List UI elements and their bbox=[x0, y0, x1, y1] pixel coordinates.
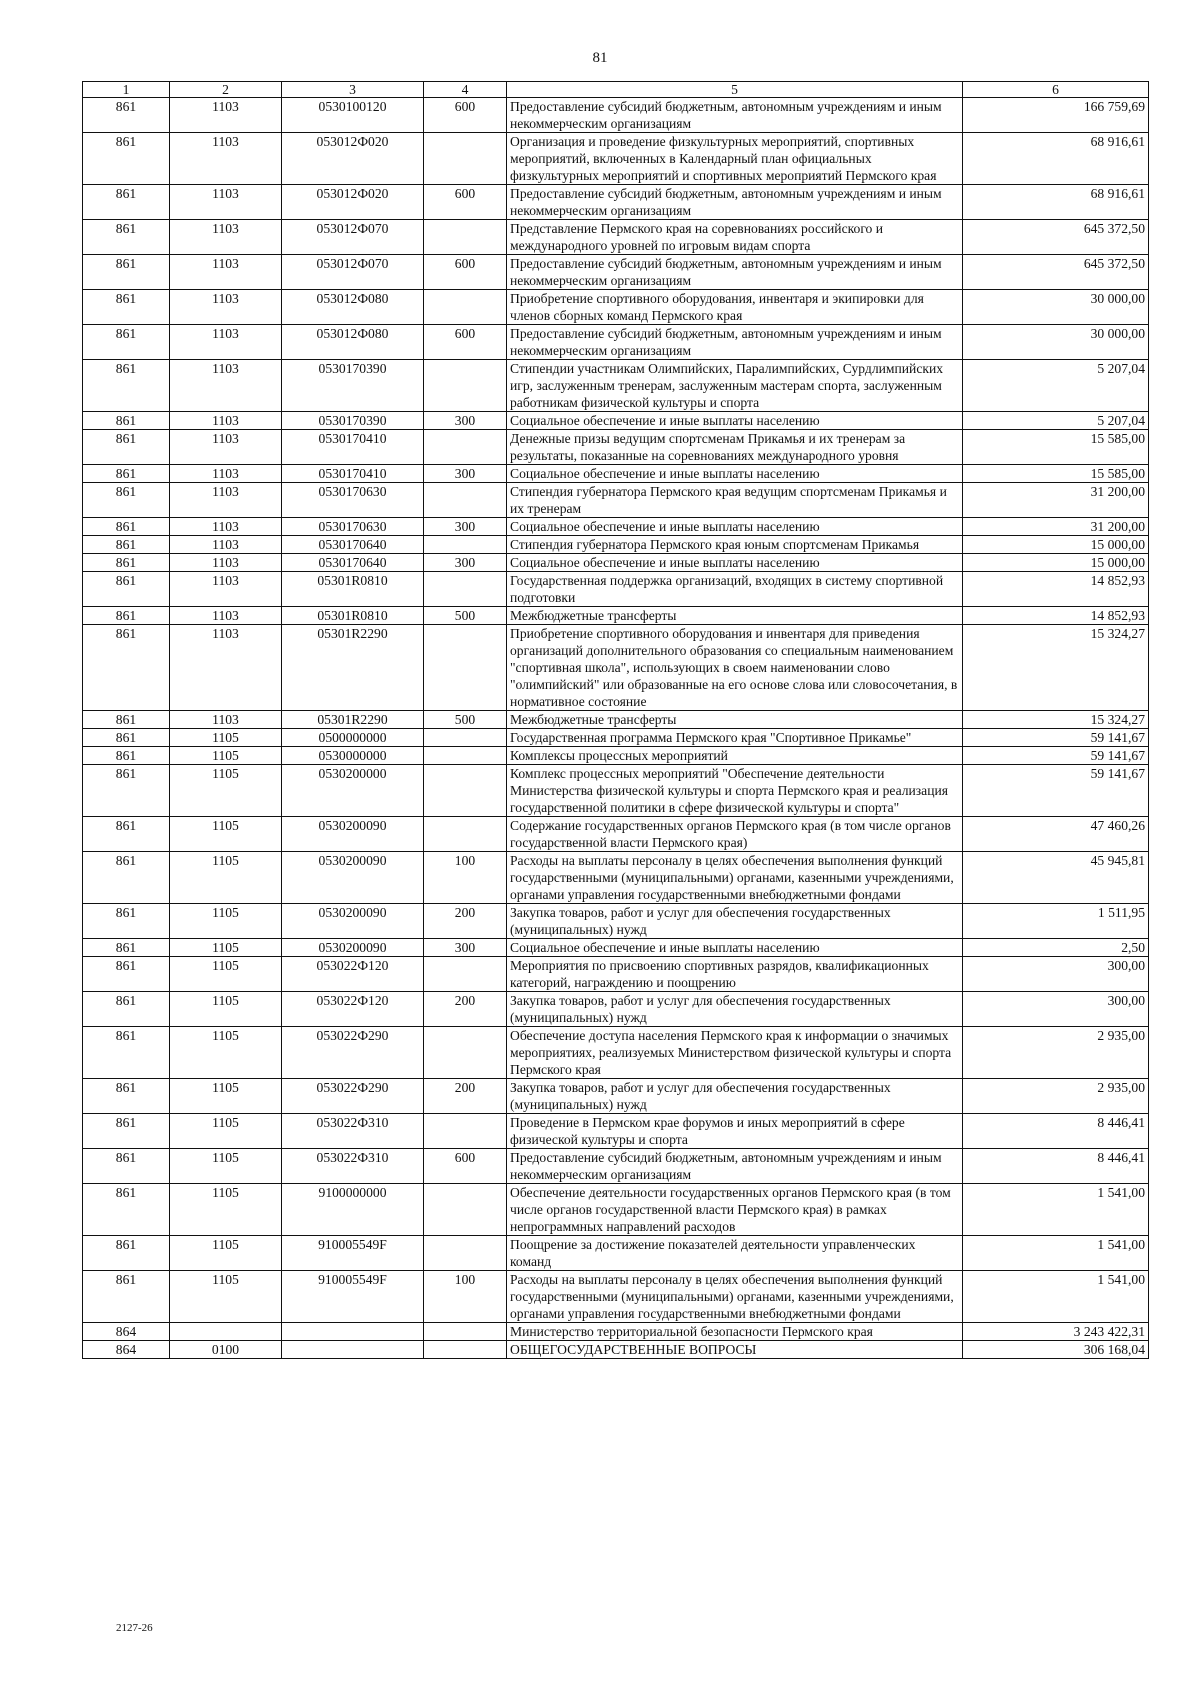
table-row bbox=[83, 412, 1149, 430]
table-row bbox=[83, 483, 1149, 518]
cell-target-article: 0530200090 bbox=[282, 939, 424, 957]
cell-expense-type bbox=[424, 430, 507, 465]
cell-description: Предоставление субсидий бюджетным, автономным учреждениям и иным некоммерческим организациям bbox=[507, 325, 963, 360]
cell-razdel: 1103 bbox=[170, 325, 282, 360]
cell-razdel: 1103 bbox=[170, 465, 282, 483]
cell-expense-type bbox=[424, 133, 507, 185]
cell-razdel: 1105 bbox=[170, 992, 282, 1027]
cell-razdel: 1105 bbox=[170, 939, 282, 957]
cell-razdel: 1103 bbox=[170, 360, 282, 412]
table-row bbox=[83, 1114, 1149, 1149]
cell-target-article: 053012Ф070 bbox=[282, 255, 424, 290]
cell-razdel: 1105 bbox=[170, 852, 282, 904]
cell-amount: 645 372,50 bbox=[963, 255, 1149, 290]
cell-amount: 15 324,27 bbox=[963, 625, 1149, 711]
cell-razdel bbox=[170, 1323, 282, 1341]
cell-target-article: 0530200090 bbox=[282, 817, 424, 852]
table-row bbox=[83, 290, 1149, 325]
cell-amount: 68 916,61 bbox=[963, 185, 1149, 220]
cell-amount: 59 141,67 bbox=[963, 747, 1149, 765]
column-header-4: 4 bbox=[424, 82, 507, 98]
cell-target-article: 0530170390 bbox=[282, 360, 424, 412]
cell-target-article: 910005549F bbox=[282, 1236, 424, 1271]
cell-vedomstvo: 861 bbox=[83, 325, 170, 360]
cell-amount: 1 541,00 bbox=[963, 1236, 1149, 1271]
table-row bbox=[83, 729, 1149, 747]
cell-vedomstvo: 861 bbox=[83, 904, 170, 939]
cell-amount: 15 000,00 bbox=[963, 536, 1149, 554]
cell-target-article: 053022Ф120 bbox=[282, 992, 424, 1027]
cell-description: Министерство территориальной безопасности Пермского края bbox=[507, 1323, 963, 1341]
cell-vedomstvo: 861 bbox=[83, 412, 170, 430]
table-row bbox=[83, 185, 1149, 220]
table-row bbox=[83, 904, 1149, 939]
cell-amount: 30 000,00 bbox=[963, 325, 1149, 360]
cell-expense-type: 100 bbox=[424, 1271, 507, 1323]
cell-description: Закупка товаров, работ и услуг для обеспечения государственных (муниципальных) нужд bbox=[507, 1079, 963, 1114]
cell-amount: 68 916,61 bbox=[963, 133, 1149, 185]
cell-description: Государственная поддержка организаций, входящих в систему спортивной подготовки bbox=[507, 572, 963, 607]
cell-expense-type bbox=[424, 747, 507, 765]
table-body bbox=[83, 98, 1149, 1359]
cell-razdel: 1105 bbox=[170, 1149, 282, 1184]
cell-description: Обеспечение деятельности государственных органов Пермского края (в том числе органов государственной власти Пермского края) в рамках непрограммных направлений расходов bbox=[507, 1184, 963, 1236]
cell-description: Содержание государственных органов Пермского края (в том числе органов государственной власти Пермского края) bbox=[507, 817, 963, 852]
cell-razdel: 1103 bbox=[170, 572, 282, 607]
cell-amount: 306 168,04 bbox=[963, 1341, 1149, 1359]
cell-description: ОБЩЕГОСУДАРСТВЕННЫЕ ВОПРОСЫ bbox=[507, 1341, 963, 1359]
cell-description: Приобретение спортивного оборудования и инвентаря для приведения организаций дополнительного образования со специальным наименованием "спортивная школа", использующих в своем наименовании слово "олимпийский" или образованные на его основе слова или словосочетания, в нормативное состояние bbox=[507, 625, 963, 711]
cell-expense-type: 600 bbox=[424, 98, 507, 133]
column-header-6: 6 bbox=[963, 82, 1149, 98]
cell-vedomstvo: 861 bbox=[83, 765, 170, 817]
cell-description: Стипендии участникам Олимпийских, Паралимпийских, Сурдлимпийских игр, заслуженным тренерам, заслуженным мастерам спорта, заслуженным работникам физической культуры и спорта bbox=[507, 360, 963, 412]
cell-description: Представление Пермского края на соревнованиях российского и международного уровней по игровым видам спорта bbox=[507, 220, 963, 255]
table-row bbox=[83, 939, 1149, 957]
cell-vedomstvo: 861 bbox=[83, 625, 170, 711]
cell-vedomstvo: 861 bbox=[83, 360, 170, 412]
cell-vedomstvo: 861 bbox=[83, 1236, 170, 1271]
cell-razdel: 1103 bbox=[170, 554, 282, 572]
cell-vedomstvo: 861 bbox=[83, 1149, 170, 1184]
cell-expense-type: 600 bbox=[424, 185, 507, 220]
footer-code: 2127-26 bbox=[116, 1622, 153, 1634]
cell-vedomstvo: 861 bbox=[83, 430, 170, 465]
cell-target-article: 0530170390 bbox=[282, 412, 424, 430]
cell-amount: 300,00 bbox=[963, 992, 1149, 1027]
cell-expense-type: 600 bbox=[424, 325, 507, 360]
table-row bbox=[83, 957, 1149, 992]
cell-expense-type bbox=[424, 1114, 507, 1149]
cell-description: Социальное обеспечение и иные выплаты населению bbox=[507, 939, 963, 957]
cell-vedomstvo: 861 bbox=[83, 465, 170, 483]
cell-vedomstvo: 861 bbox=[83, 1271, 170, 1323]
cell-razdel: 1105 bbox=[170, 729, 282, 747]
table-row bbox=[83, 518, 1149, 536]
cell-description: Организация и проведение физкультурных мероприятий, спортивных мероприятий, включенных в Календарный план официальных физкультурных мероприятий и спортивных мероприятий Пермского края bbox=[507, 133, 963, 185]
cell-vedomstvo: 861 bbox=[83, 711, 170, 729]
cell-vedomstvo: 861 bbox=[83, 220, 170, 255]
column-header-5: 5 bbox=[507, 82, 963, 98]
cell-description: Межбюджетные трансферты bbox=[507, 607, 963, 625]
cell-vedomstvo: 861 bbox=[83, 483, 170, 518]
cell-vedomstvo: 861 bbox=[83, 992, 170, 1027]
table-row bbox=[83, 765, 1149, 817]
cell-amount: 1 511,95 bbox=[963, 904, 1149, 939]
cell-amount: 59 141,67 bbox=[963, 729, 1149, 747]
cell-target-article: 053022Ф310 bbox=[282, 1114, 424, 1149]
cell-vedomstvo: 861 bbox=[83, 817, 170, 852]
cell-vedomstvo: 864 bbox=[83, 1323, 170, 1341]
budget-table bbox=[82, 81, 1149, 1359]
cell-amount: 14 852,93 bbox=[963, 607, 1149, 625]
cell-target-article: 0530170630 bbox=[282, 483, 424, 518]
cell-target-article: 053012Ф080 bbox=[282, 325, 424, 360]
table-row bbox=[83, 1323, 1149, 1341]
cell-vedomstvo: 861 bbox=[83, 1079, 170, 1114]
cell-vedomstvo: 861 bbox=[83, 607, 170, 625]
cell-expense-type: 300 bbox=[424, 554, 507, 572]
cell-vedomstvo: 861 bbox=[83, 852, 170, 904]
cell-description: Комплекс процессных мероприятий "Обеспечение деятельности Министерства физической культуры и спорта Пермского края и реализация государственной политики в сфере физической культуры и спорта" bbox=[507, 765, 963, 817]
cell-vedomstvo: 861 bbox=[83, 747, 170, 765]
cell-target-article bbox=[282, 1341, 424, 1359]
cell-razdel: 1105 bbox=[170, 1027, 282, 1079]
cell-razdel: 1105 bbox=[170, 1079, 282, 1114]
table-header-row bbox=[83, 82, 1149, 98]
cell-amount: 59 141,67 bbox=[963, 765, 1149, 817]
cell-expense-type bbox=[424, 1236, 507, 1271]
cell-razdel: 1103 bbox=[170, 430, 282, 465]
cell-razdel: 1103 bbox=[170, 536, 282, 554]
cell-target-article: 0530170630 bbox=[282, 518, 424, 536]
cell-target-article: 05301R0810 bbox=[282, 572, 424, 607]
cell-description: Стипендия губернатора Пермского края ведущим спортсменам Прикамья и их тренерам bbox=[507, 483, 963, 518]
cell-amount: 31 200,00 bbox=[963, 518, 1149, 536]
table-row bbox=[83, 1271, 1149, 1323]
cell-expense-type bbox=[424, 1323, 507, 1341]
cell-amount: 47 460,26 bbox=[963, 817, 1149, 852]
cell-description: Расходы на выплаты персоналу в целях обеспечения выполнения функций государственными (муниципальными) органами, казенными учреждениями, органами управления государственными внебюджетными фондами bbox=[507, 852, 963, 904]
cell-amount: 8 446,41 bbox=[963, 1114, 1149, 1149]
cell-description: Проведение в Пермском крае форумов и иных мероприятий в сфере физической культуры и спорта bbox=[507, 1114, 963, 1149]
cell-target-article: 053012Ф020 bbox=[282, 133, 424, 185]
cell-razdel: 1105 bbox=[170, 817, 282, 852]
cell-description: Социальное обеспечение и иные выплаты населению bbox=[507, 465, 963, 483]
table-row bbox=[83, 133, 1149, 185]
cell-target-article: 05301R2290 bbox=[282, 711, 424, 729]
cell-razdel: 1105 bbox=[170, 957, 282, 992]
table-row bbox=[83, 1184, 1149, 1236]
cell-vedomstvo: 861 bbox=[83, 729, 170, 747]
cell-vedomstvo: 861 bbox=[83, 1027, 170, 1079]
cell-description: Предоставление субсидий бюджетным, автономным учреждениям и иным некоммерческим организациям bbox=[507, 98, 963, 133]
cell-expense-type bbox=[424, 765, 507, 817]
cell-target-article: 053022Ф310 bbox=[282, 1149, 424, 1184]
cell-target-article: 0530200000 bbox=[282, 765, 424, 817]
cell-expense-type: 100 bbox=[424, 852, 507, 904]
cell-expense-type: 600 bbox=[424, 1149, 507, 1184]
cell-razdel: 1103 bbox=[170, 483, 282, 518]
cell-target-article: 0530100120 bbox=[282, 98, 424, 133]
cell-target-article: 0500000000 bbox=[282, 729, 424, 747]
cell-expense-type bbox=[424, 572, 507, 607]
cell-description: Предоставление субсидий бюджетным, автономным учреждениям и иным некоммерческим организациям bbox=[507, 1149, 963, 1184]
cell-target-article: 0530170410 bbox=[282, 465, 424, 483]
cell-target-article: 053022Ф120 bbox=[282, 957, 424, 992]
cell-expense-type: 300 bbox=[424, 465, 507, 483]
cell-expense-type bbox=[424, 1341, 507, 1359]
cell-amount: 30 000,00 bbox=[963, 290, 1149, 325]
table-row bbox=[83, 430, 1149, 465]
cell-description: Закупка товаров, работ и услуг для обеспечения государственных (муниципальных) нужд bbox=[507, 904, 963, 939]
cell-description: Государственная программа Пермского края "Спортивное Прикамье" bbox=[507, 729, 963, 747]
table-row bbox=[83, 625, 1149, 711]
table-row bbox=[83, 325, 1149, 360]
cell-vedomstvo: 861 bbox=[83, 1114, 170, 1149]
cell-razdel: 1105 bbox=[170, 765, 282, 817]
cell-amount: 1 541,00 bbox=[963, 1271, 1149, 1323]
cell-amount: 15 324,27 bbox=[963, 711, 1149, 729]
cell-vedomstvo: 861 bbox=[83, 133, 170, 185]
cell-target-article: 0530200090 bbox=[282, 852, 424, 904]
cell-vedomstvo: 861 bbox=[83, 290, 170, 325]
cell-amount: 31 200,00 bbox=[963, 483, 1149, 518]
cell-amount: 14 852,93 bbox=[963, 572, 1149, 607]
cell-expense-type: 200 bbox=[424, 1079, 507, 1114]
cell-description: Денежные призы ведущим спортсменам Прикамья и их тренерам за результаты, показанные на соревнованиях международного уровня bbox=[507, 430, 963, 465]
cell-razdel: 1105 bbox=[170, 1184, 282, 1236]
cell-vedomstvo: 861 bbox=[83, 939, 170, 957]
cell-amount: 2 935,00 bbox=[963, 1079, 1149, 1114]
cell-vedomstvo: 861 bbox=[83, 185, 170, 220]
table-row bbox=[83, 360, 1149, 412]
table-row bbox=[83, 98, 1149, 133]
table-row bbox=[83, 1149, 1149, 1184]
cell-amount: 2,50 bbox=[963, 939, 1149, 957]
table-row bbox=[83, 572, 1149, 607]
cell-target-article: 9100000000 bbox=[282, 1184, 424, 1236]
cell-amount: 300,00 bbox=[963, 957, 1149, 992]
cell-razdel: 1103 bbox=[170, 98, 282, 133]
cell-amount: 15 585,00 bbox=[963, 465, 1149, 483]
cell-description: Предоставление субсидий бюджетным, автономным учреждениям и иным некоммерческим организациям bbox=[507, 255, 963, 290]
cell-description: Социальное обеспечение и иные выплаты населению bbox=[507, 518, 963, 536]
cell-expense-type bbox=[424, 360, 507, 412]
cell-target-article: 053012Ф070 bbox=[282, 220, 424, 255]
cell-razdel: 1103 bbox=[170, 185, 282, 220]
cell-target-article: 0530170410 bbox=[282, 430, 424, 465]
cell-razdel: 1103 bbox=[170, 290, 282, 325]
cell-razdel: 1103 bbox=[170, 133, 282, 185]
cell-description: Социальное обеспечение и иные выплаты населению bbox=[507, 412, 963, 430]
cell-razdel: 1105 bbox=[170, 1236, 282, 1271]
cell-expense-type bbox=[424, 729, 507, 747]
cell-expense-type: 300 bbox=[424, 939, 507, 957]
cell-description: Мероприятия по присвоению спортивных разрядов, квалификационных категорий, награждению и поощрению bbox=[507, 957, 963, 992]
cell-vedomstvo: 861 bbox=[83, 536, 170, 554]
table-row bbox=[83, 607, 1149, 625]
cell-target-article: 053012Ф080 bbox=[282, 290, 424, 325]
table-row bbox=[83, 852, 1149, 904]
cell-description: Расходы на выплаты персоналу в целях обеспечения выполнения функций государственными (муниципальными) органами, казенными учреждениями, органами управления государственными внебюджетными фондами bbox=[507, 1271, 963, 1323]
cell-target-article: 053022Ф290 bbox=[282, 1027, 424, 1079]
cell-expense-type: 500 bbox=[424, 607, 507, 625]
cell-description: Поощрение за достижение показателей деятельности управленческих команд bbox=[507, 1236, 963, 1271]
cell-razdel: 1103 bbox=[170, 711, 282, 729]
cell-razdel: 1103 bbox=[170, 220, 282, 255]
cell-expense-type bbox=[424, 1184, 507, 1236]
cell-razdel: 1103 bbox=[170, 412, 282, 430]
cell-target-article: 0530170640 bbox=[282, 536, 424, 554]
cell-target-article bbox=[282, 1323, 424, 1341]
cell-razdel: 1105 bbox=[170, 1271, 282, 1323]
table-row bbox=[83, 747, 1149, 765]
cell-expense-type bbox=[424, 817, 507, 852]
cell-razdel: 1105 bbox=[170, 1114, 282, 1149]
cell-expense-type: 300 bbox=[424, 412, 507, 430]
cell-description: Предоставление субсидий бюджетным, автономным учреждениям и иным некоммерческим организациям bbox=[507, 185, 963, 220]
cell-description: Комплексы процессных мероприятий bbox=[507, 747, 963, 765]
cell-description: Обеспечение доступа населения Пермского края к информации о значимых мероприятиях, реализуемых Министерством физической культуры и спорта Пермского края bbox=[507, 1027, 963, 1079]
cell-description: Стипендия губернатора Пермского края юным спортсменам Прикамья bbox=[507, 536, 963, 554]
cell-amount: 1 541,00 bbox=[963, 1184, 1149, 1236]
table-row bbox=[83, 465, 1149, 483]
table-row bbox=[83, 536, 1149, 554]
cell-vedomstvo: 861 bbox=[83, 572, 170, 607]
table-row bbox=[83, 817, 1149, 852]
cell-amount: 3 243 422,31 bbox=[963, 1323, 1149, 1341]
column-header-2: 2 bbox=[170, 82, 282, 98]
cell-description: Закупка товаров, работ и услуг для обеспечения государственных (муниципальных) нужд bbox=[507, 992, 963, 1027]
table-row bbox=[83, 992, 1149, 1027]
cell-expense-type bbox=[424, 290, 507, 325]
cell-description: Приобретение спортивного оборудования, инвентаря и экипировки для членов сборных команд Пермского края bbox=[507, 290, 963, 325]
cell-razdel: 1105 bbox=[170, 904, 282, 939]
cell-expense-type bbox=[424, 1027, 507, 1079]
cell-expense-type: 300 bbox=[424, 518, 507, 536]
page-number: 81 bbox=[592, 50, 608, 66]
cell-target-article: 05301R2290 bbox=[282, 625, 424, 711]
table-row bbox=[83, 255, 1149, 290]
cell-description: Социальное обеспечение и иные выплаты населению bbox=[507, 554, 963, 572]
cell-razdel: 1103 bbox=[170, 518, 282, 536]
table-row bbox=[83, 554, 1149, 572]
cell-vedomstvo: 861 bbox=[83, 98, 170, 133]
cell-target-article: 0530200090 bbox=[282, 904, 424, 939]
table-row bbox=[83, 1079, 1149, 1114]
table-row bbox=[83, 1341, 1149, 1359]
cell-razdel: 1103 bbox=[170, 255, 282, 290]
cell-razdel: 1103 bbox=[170, 607, 282, 625]
cell-target-article: 0530170640 bbox=[282, 554, 424, 572]
cell-expense-type bbox=[424, 220, 507, 255]
cell-vedomstvo: 864 bbox=[83, 1341, 170, 1359]
cell-amount: 45 945,81 bbox=[963, 852, 1149, 904]
cell-expense-type bbox=[424, 483, 507, 518]
cell-expense-type: 200 bbox=[424, 904, 507, 939]
cell-amount: 15 000,00 bbox=[963, 554, 1149, 572]
cell-expense-type bbox=[424, 536, 507, 554]
cell-expense-type bbox=[424, 625, 507, 711]
cell-expense-type: 500 bbox=[424, 711, 507, 729]
table-row bbox=[83, 1027, 1149, 1079]
cell-vedomstvo: 861 bbox=[83, 554, 170, 572]
cell-target-article: 910005549F bbox=[282, 1271, 424, 1323]
cell-amount: 2 935,00 bbox=[963, 1027, 1149, 1079]
column-header-3: 3 bbox=[282, 82, 424, 98]
cell-target-article: 05301R0810 bbox=[282, 607, 424, 625]
cell-amount: 8 446,41 bbox=[963, 1149, 1149, 1184]
cell-razdel: 0100 bbox=[170, 1341, 282, 1359]
cell-amount: 15 585,00 bbox=[963, 430, 1149, 465]
cell-target-article: 0530000000 bbox=[282, 747, 424, 765]
cell-vedomstvo: 861 bbox=[83, 255, 170, 290]
table-row bbox=[83, 1236, 1149, 1271]
cell-razdel: 1103 bbox=[170, 625, 282, 711]
cell-vedomstvo: 861 bbox=[83, 518, 170, 536]
cell-target-article: 053022Ф290 bbox=[282, 1079, 424, 1114]
cell-amount: 5 207,04 bbox=[963, 360, 1149, 412]
cell-vedomstvo: 861 bbox=[83, 1184, 170, 1236]
cell-razdel: 1105 bbox=[170, 747, 282, 765]
table-row bbox=[83, 220, 1149, 255]
cell-expense-type: 600 bbox=[424, 255, 507, 290]
table-row bbox=[83, 711, 1149, 729]
cell-amount: 645 372,50 bbox=[963, 220, 1149, 255]
cell-target-article: 053012Ф020 bbox=[282, 185, 424, 220]
cell-amount: 5 207,04 bbox=[963, 412, 1149, 430]
cell-description: Межбюджетные трансферты bbox=[507, 711, 963, 729]
cell-vedomstvo: 861 bbox=[83, 957, 170, 992]
column-header-1: 1 bbox=[83, 82, 170, 98]
cell-expense-type: 200 bbox=[424, 992, 507, 1027]
cell-amount: 166 759,69 bbox=[963, 98, 1149, 133]
cell-expense-type bbox=[424, 957, 507, 992]
